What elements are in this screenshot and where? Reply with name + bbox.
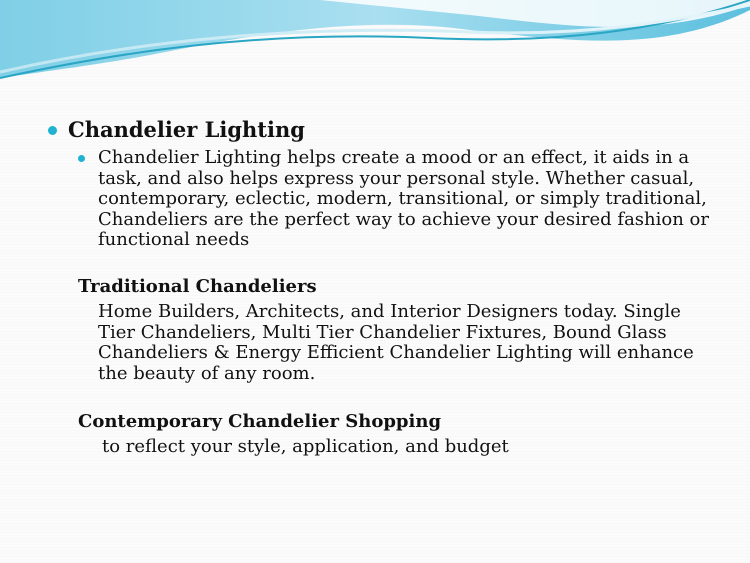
intro-text: Chandelier Lighting helps create a mood or an effect, it aids in a task, and also helps express your personal style. Whether casual, contemporary, eclectic, modern, transitional, or simply traditional, Chandeliers are the perfect way to achieve your desired fashion or functional needs (98, 147, 709, 250)
intro-item (78, 148, 718, 251)
bullet-dot-icon (48, 126, 57, 135)
traditional-title: Traditional Chandeliers (78, 276, 317, 297)
contemporary-text: to reflect your style, application, and budget (102, 436, 509, 457)
traditional-text: Home Builders, Architects, and Interior Designers today. Single Tier Chandeliers, Multi Tier Chandelier Fixtures, Bound Glass Chandeliers & Energy Efficient Chandelier Lighting will enhance the beauty of any room. (98, 301, 694, 384)
heading-label: Chandelier Lighting (68, 117, 305, 142)
contemporary-title: Contemporary Chandelier Shopping (78, 411, 442, 432)
bullet-dot-icon (78, 155, 85, 162)
